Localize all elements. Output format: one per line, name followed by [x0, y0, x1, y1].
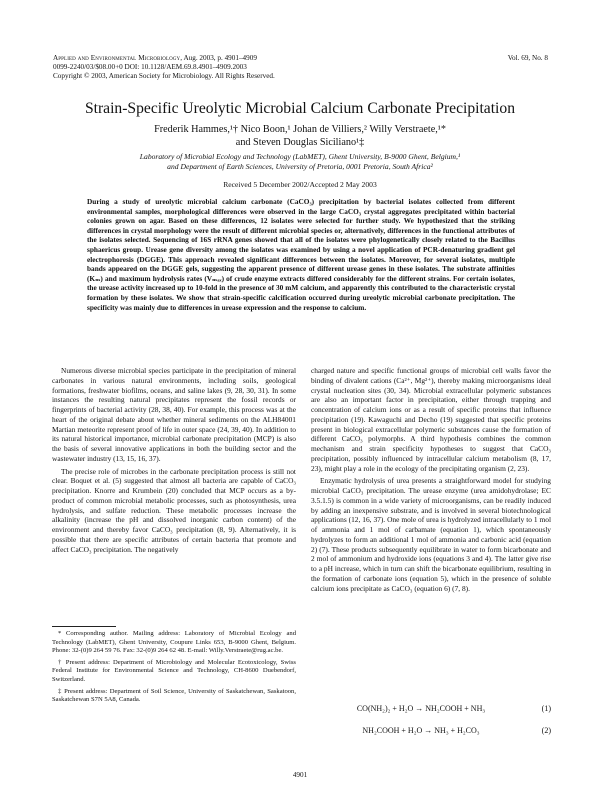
intro-paragraph-1: Numerous diverse microbial species participate in the precipitation of mineral carbonates in various natural environments, including soils, geological formations, freshwater biofilms, oceans, and saline lakes (9, 28, 30, 31). In some instances the resulting natural precipitates represent the fossil records or fingerprints of bacterial activity (28, 38, 40). For example, this process was at the heart of the original debate about whether mineral sediments on the ALH84001 Martian meteorite represent proof of life in outer space (24, 39, 40). In addition to its natural historical importance, microbial carbonate precipitation (MCP) is also the basis of several innovative applications in both the building sector and the wastewater industry (13, 15, 16, 37).	[52, 366, 296, 463]
affiliation-line-1: Laboratory of Microbial Ecology and Technology (LabMET), Ghent University, B-9000 Ghent, Belgium,¹	[139, 152, 461, 161]
copyright: Copyright © 2003, American Society for Microbiology. All Rights Reserved.	[53, 72, 275, 80]
intro-paragraph-3: charged nature and specific functional groups of microbial cell walls favor the binding of divalent cations (Ca²⁺, Mg²⁺), thereby making microorganisms ideal crystal nucleation sites (30, 34). Microbial extracellular polymeric substances are also an important factor in precipitation, either through trapping and concentration of calcium ions or as a result of specific proteins that influence precipitation (19). Kawaguchi and Decho (19) suggested that specific proteins present in biological extracellular polymeric substances cause the formation of different CaCO₃ polymorphs. A third hypothesis combines the common mechanism and strain specificity hypotheses to suggest that CaCO₃ precipitation, possibly influenced by intracellular calcium metabolism (8, 17, 23), might play a role in the ecology of the precipitating organism (2, 23).	[311, 366, 551, 473]
intro-paragraph-4: Enzymatic hydrolysis of urea presents a straightforward model for studying microbial CaCO₃ precipitation. The urease enzyme (urea amidohydrolase; EC 3.5.1.5) is common in a wide variety of microorganisms, can be readily induced by adding an inexpensive substrate, and is involved in several biotechnological applications (12, 16, 37). One mole of urea is hydrolyzed intracellularly to 1 mol of ammonia and 1 mol of carbamate (equation 1), which spontaneously hydrolyzes to form an additional 1 mol of ammonia and carbonic acid (equation 2) (7). These products subsequently equilibrate in water to form bicarbonate and 2 mol of ammonium and hydroxide ions (equations 3 and 4). The latter give rise to a pH increase, which in turn can shift the bicarbonate equilibrium, resulting in the formation of carbonate ions (equation 5), which in the presence of soluble calcium ions precipitate as CaCO₃ (equation 6) (7, 8).	[311, 476, 551, 593]
equation-1-number: (1)	[541, 704, 551, 713]
journal-name: Applied and Environmental Microbiology	[53, 54, 181, 62]
abstract: During a study of ureolytic microbial calcium carbonate (CaCO₃) precipitation by bacterial isolates collected from different environmental samples, morphological differences were observed in the large CaCO₃ crystal aggregates precipitated within bacterial colonies grown on agar. Based on these differences, 12 isolates were selected for further study. We hypothesized that the striking differences in crystal morphology were the result of different microbial species or, alternatively, differences in the functional attributes of the isolates selected. Sequencing of 16S rRNA genes showed that all of the isolates were phylogenetically closely related to the Bacillus sphaericus group. Urease gene diversity among the isolates was examined by using a novel application of PCR-denaturing gradient gel electrophoresis (DGGE). This approach revealed significant differences between the isolates. Moreover, for several isolates, multiple bands appeared on the DGGE gels, suggesting the apparent presence of different urease genes in these isolates. The substrate affinities (Kₘ) and maximum hydrolysis rates (Vₘₐₓ) of crude enzyme extracts differed considerably for the different strains. For certain isolates, the urease activity increased up to 10-fold in the presence of 30 mM calcium, and apparently this contributed to the characteristic crystal formation by these isolates. We show that strain-specific calcification occurred during ureolytic microbial carbonate precipitation. The specificity was mainly due to differences in urease expression and the response to calcium.	[87, 197, 515, 312]
footnote-present-address-2: ‡ Present address: Department of Soil Science, University of Saskatchewan, Saskatoon, Saskatchewan S7N 5A8, Canada.	[52, 687, 296, 704]
journal-header	[53, 54, 413, 81]
page-number: 4901	[292, 771, 308, 779]
received-dates: Received 5 December 2002/Accepted 2 May 2003	[223, 180, 377, 189]
authors-line-1: Frederik Hammes,¹† Nico Boon,¹ Johan de Villiers,² Willy Verstraete,¹*	[154, 124, 446, 135]
intro-paragraph-2: The precise role of microbes in the carbonate precipitation process is still not clear. Boquet et al. (5) suggested that almost all bacteria are capable of CaCO₃ precipitation. Knorre and Krumbein (20) concluded that MCP occurs as a by-product of common microbial metabolic processes, such as photosynthesis, urea hydrolysis, and sulfate reduction. These metabolic processes increase the alkalinity (increase the pH and dissolved inorganic carbon content) of the environment and thereby favor CaCO₃ precipitation (8, 9). Alternatively, it is possible that there are specific attributes of certain bacteria that promote and affect CaCO₃ precipitation. The negatively	[52, 466, 296, 554]
issn-doi: 0099-2240/03/$08.00+0 DOI: 10.1128/AEM.69.8.4901–4909.2003	[53, 63, 247, 71]
affiliation-line-2: and Department of Earth Sciences, University of Pretoria, 0001 Pretoria, South Africa²	[167, 162, 433, 171]
affiliations	[60, 152, 540, 172]
volume-number: Vol. 69, No. 8	[507, 54, 548, 62]
equation-2-number: (2)	[541, 726, 551, 735]
equation-1-expression: CO(NH₂)₂ + H₂O → NH₂COOH + NH₃	[356, 704, 486, 713]
footnote-present-address-1: † Present address: Department of Microbiology and Molecular Ecotoxicology, Swiss Federal Institute for Environmental Science and Technology, CH-8600 Duebendorf, Switzerland.	[52, 658, 296, 683]
footnote-corresponding-author: * Corresponding author. Mailing address: Laboratory of Microbial Ecology and Technology (LabMET), Ghent University, Coupure Links 653, B-9000 Ghent, Belgium. Phone: 32-(0)9 264 59 76. Fax: 32-(0)9 264 62 48. E-mail: Willy.Verstraete@rug.ac.be.	[52, 630, 296, 655]
footnotes	[52, 630, 296, 708]
equation-2-expression: NH₂COOH + H₂O → NH₃ + H₂CO₃	[362, 726, 480, 735]
authors-line-2: and Steven Douglas Siciliano¹‡	[235, 137, 365, 148]
footnote-divider	[52, 626, 116, 627]
article-title: Strain-Specific Ureolytic Microbial Calcium Carbonate Precipitation	[84, 100, 515, 117]
left-column	[52, 366, 296, 554]
right-column	[311, 366, 551, 593]
author-list	[60, 123, 540, 149]
citation: , Aug. 2003, p. 4901–4909	[180, 54, 257, 62]
